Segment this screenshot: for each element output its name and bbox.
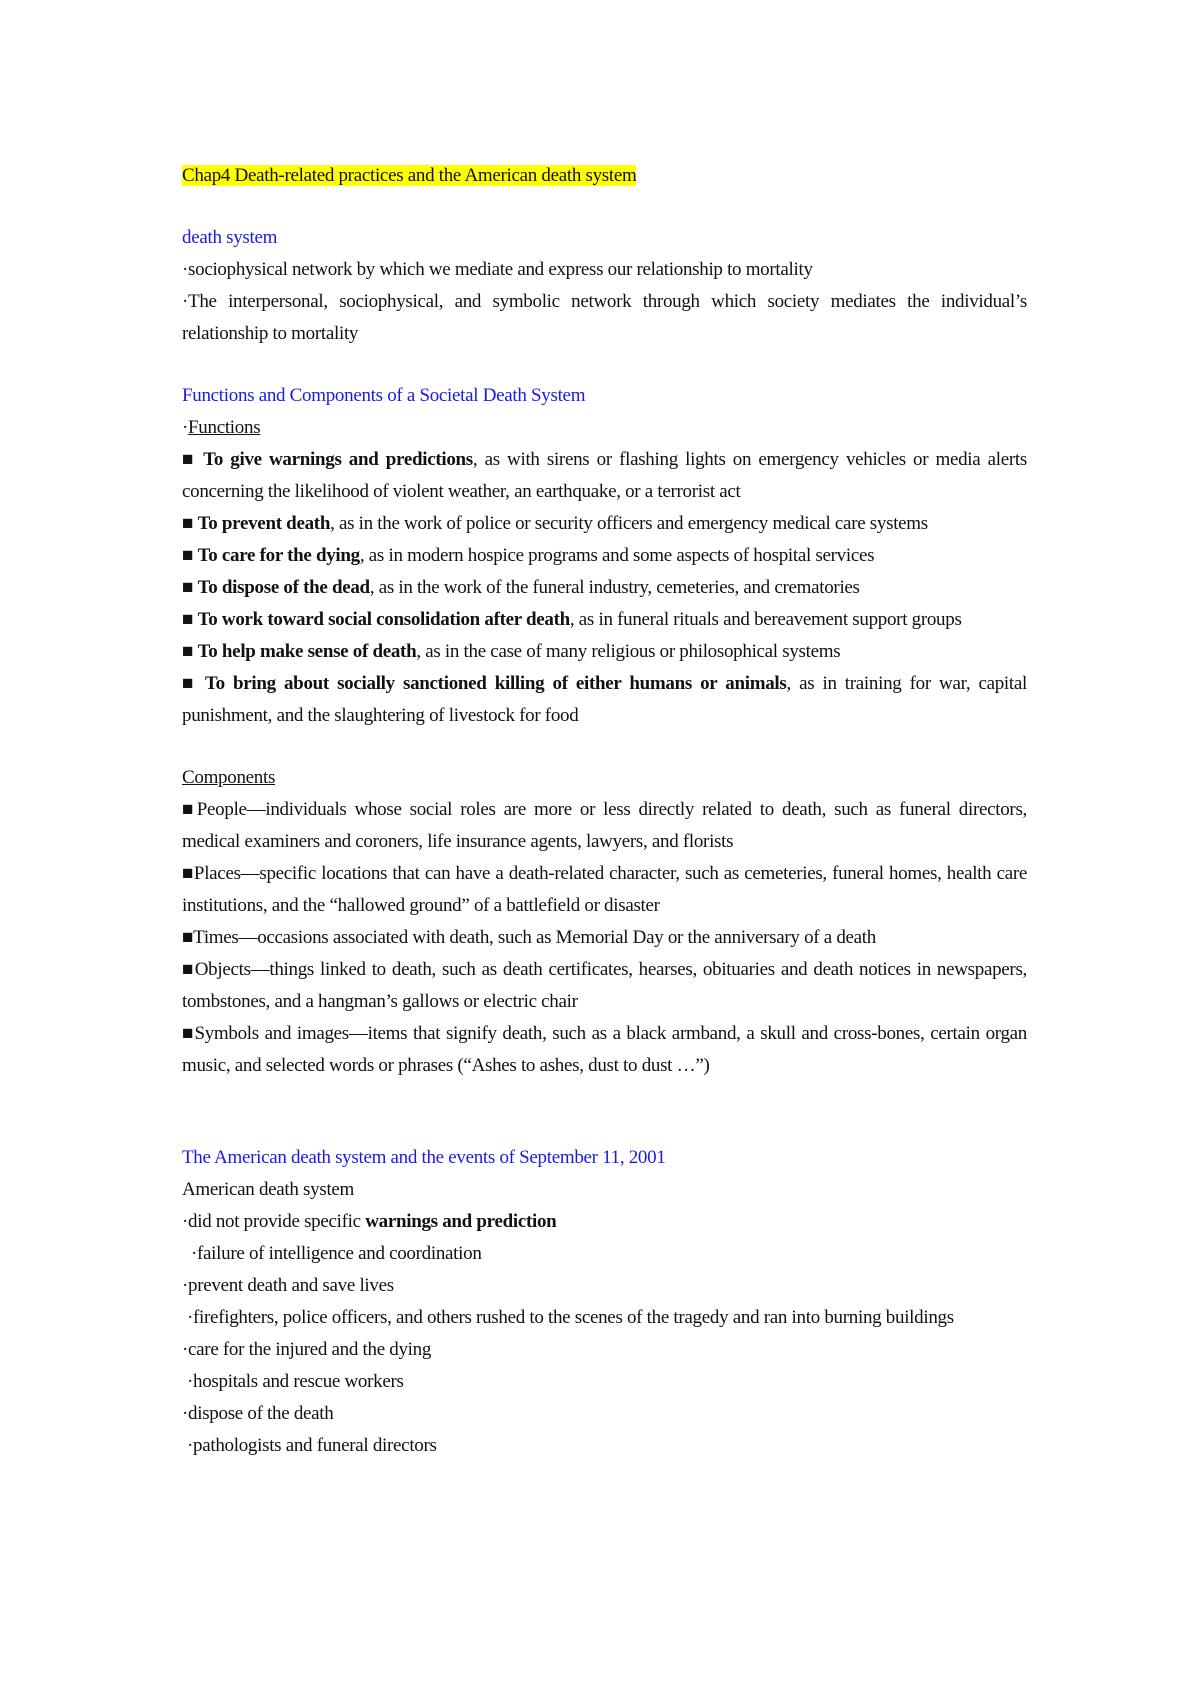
function-item-text: , as in training for war, capital punishment, and the slaughtering of livestock for food: [182, 673, 1027, 726]
death-system-bullet-1: ·sociophysical network by which we mediate and express our relationship to mortality: [182, 259, 813, 280]
square-bullet-icon: ■: [182, 577, 198, 598]
function-item-bold: To prevent death: [197, 513, 331, 534]
function-item-text: , as with sirens or flashing lights on emergency vehicles or media alerts concerning the likelihood of violent weather, an earthquake, or a terrorist act: [182, 449, 1027, 502]
function-item-text: , as in funeral rituals and bereavement support groups: [569, 609, 962, 630]
component-item: ■Symbols and images—items that signify death, such as a black armband, a skull and cross-bones, certain organ music, and selected words or phrases (“Ashes to ashes, dust to dust …”): [182, 1023, 1027, 1076]
american-line: ·care for the injured and the dying: [182, 1339, 432, 1360]
square-bullet-icon: ■: [182, 609, 198, 630]
component-item: ■Objects—things linked to death, such as death certificates, hearses, obituaries and death notices in newspapers, tombstones, and a hangman’s gallows or electric chair: [182, 959, 1027, 1012]
death-system-heading: death system: [182, 227, 278, 248]
spacer: [182, 350, 1027, 380]
american-line: ·prevent death and save lives: [182, 1275, 394, 1296]
function-item: [182, 668, 1027, 732]
function-item-bold: To care for the dying: [197, 545, 360, 566]
function-item: [182, 572, 1027, 604]
function-item-text: , as in the work of police or security officers and emergency medical care systems: [330, 513, 928, 534]
square-bullet-icon: ■: [182, 641, 198, 662]
title-line: [182, 160, 1027, 192]
american-line-text: ·did not provide specific: [182, 1211, 366, 1232]
american-line: ·pathologists and funeral directors: [187, 1435, 437, 1456]
square-bullet-icon: ■: [182, 513, 198, 534]
functions-components-heading: Functions and Components of a Societal Death System: [182, 385, 586, 406]
american-line: [182, 1206, 1027, 1238]
function-item: [182, 540, 1027, 572]
american-heading: The American death system and the events of September 11, 2001: [182, 1147, 666, 1168]
square-bullet-icon: ■: [182, 449, 204, 470]
functions-label-line: [182, 412, 1027, 444]
american-line: ·failure of intelligence and coordination: [191, 1243, 482, 1264]
function-item-bold: To give warnings and predictions: [203, 449, 473, 470]
spacer: [182, 732, 1027, 762]
function-item-bold: To dispose of the dead: [197, 577, 370, 598]
function-item-bold: To bring about socially sanctioned killing of either humans or animals: [205, 673, 787, 694]
functions-prefix: ·: [182, 417, 189, 438]
component-item: ■Places—specific locations that can have a death-related character, such as cemeteries, funeral homes, health care institutions, and the “hallowed ground” of a battlefield or disaster: [182, 863, 1027, 916]
components-label: Components: [182, 767, 276, 788]
function-item-text: , as in modern hospice programs and some aspects of hospital services: [359, 545, 875, 566]
american-line: ·firefighters, police officers, and others rushed to the scenes of the tragedy and ran into burning buildings: [187, 1307, 954, 1328]
function-item: [182, 604, 1027, 636]
document-title: Chap4 Death-related practices and the American death system: [182, 165, 637, 186]
american-subheading: American death system: [182, 1179, 355, 1200]
functions-label: Functions: [188, 417, 261, 438]
document-page: [182, 160, 1027, 1462]
function-item: [182, 444, 1027, 508]
function-item: [182, 636, 1027, 668]
function-item-bold: To help make sense of death: [197, 641, 417, 662]
square-bullet-icon: ■: [182, 545, 198, 566]
american-line: ·hospitals and rescue workers: [187, 1371, 404, 1392]
spacer: [182, 1082, 1027, 1142]
component-item: ■People—individuals whose social roles are more or less directly related to death, such as funeral directors, medical examiners and coroners, life insurance agents, lawyers, and florists: [182, 799, 1027, 852]
american-line-bold: warnings and prediction: [365, 1211, 557, 1232]
death-system-bullet-2: ·The interpersonal, sociophysical, and symbolic network through which society mediates the individual’s relationship to mortality: [182, 291, 1027, 344]
american-line: ·dispose of the death: [182, 1403, 334, 1424]
square-bullet-icon: ■: [182, 673, 206, 694]
component-item: ■Times—occasions associated with death, such as Memorial Day or the anniversary of a death: [182, 927, 876, 948]
function-item-text: , as in the work of the funeral industry, cemeteries, and crematories: [369, 577, 860, 598]
function-item-text: , as in the case of many religious or philosophical systems: [416, 641, 841, 662]
spacer: [182, 192, 1027, 222]
function-item-bold: To work toward social consolidation after death: [197, 609, 570, 630]
function-item: [182, 508, 1027, 540]
